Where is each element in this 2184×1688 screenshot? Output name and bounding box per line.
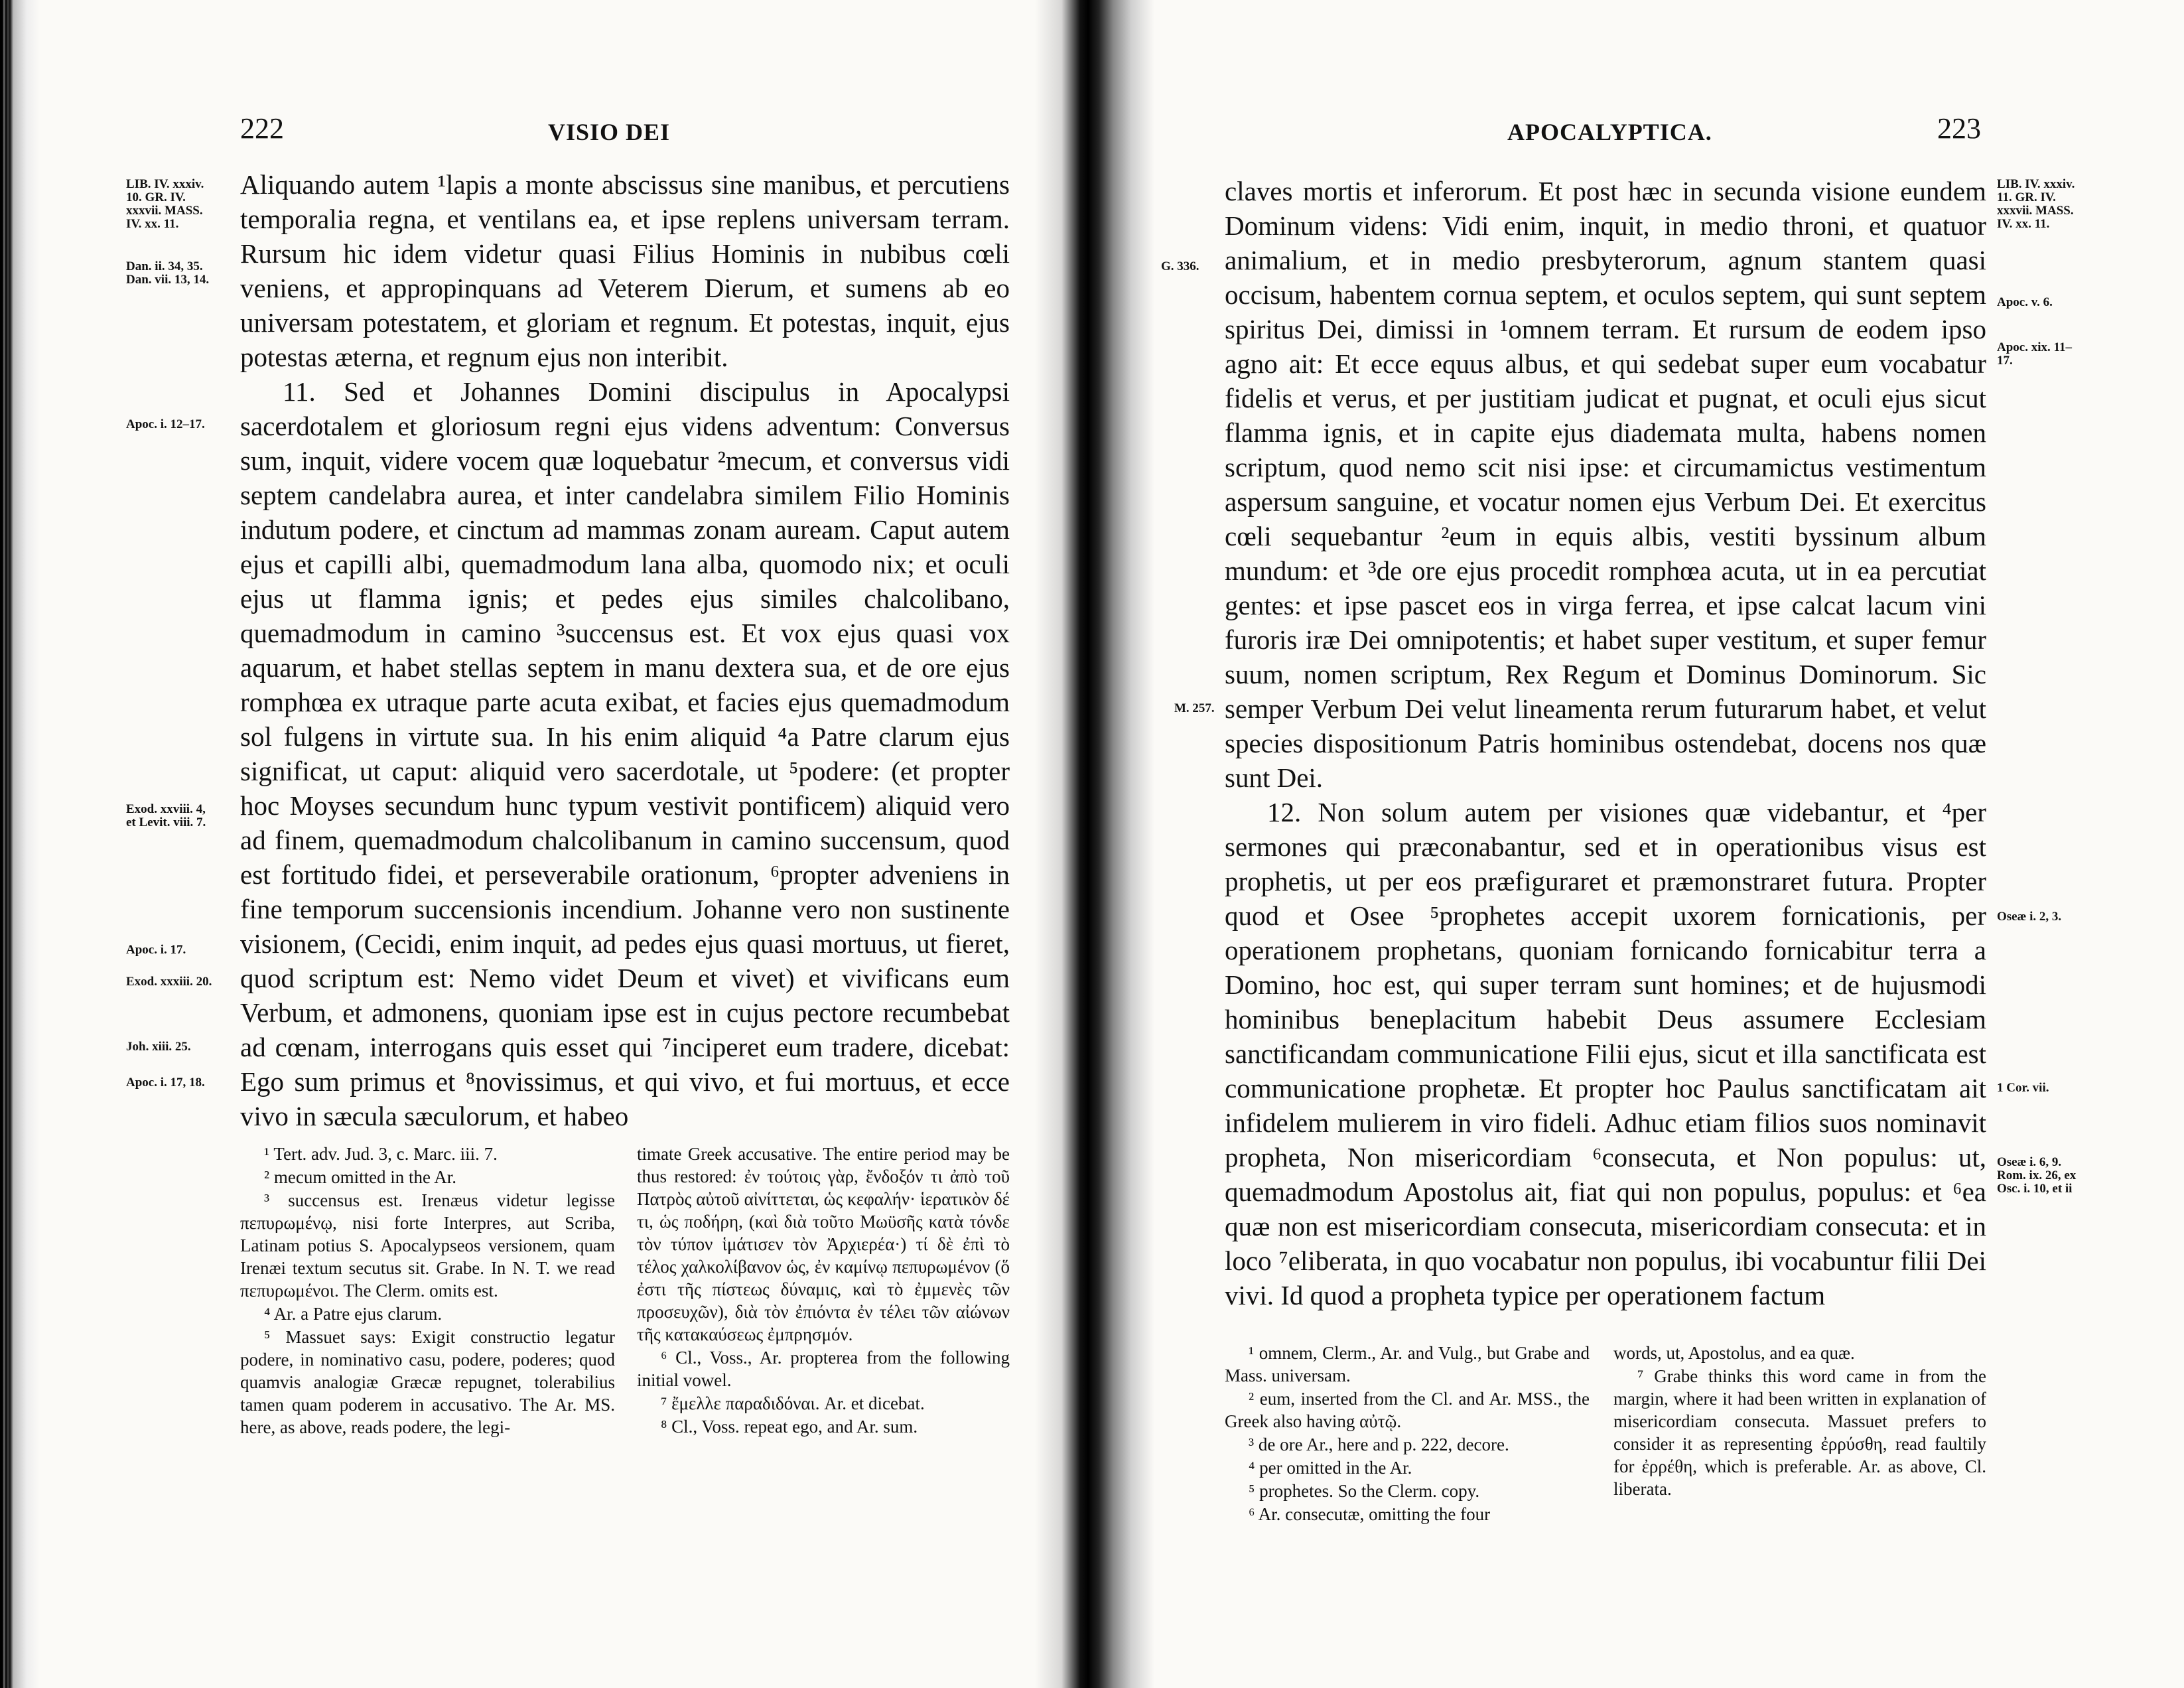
- main-text: [1225, 174, 1986, 1312]
- margin-note: Apoc. i. 12–17.: [126, 417, 205, 431]
- margin-note: Dan. ii. 34, 35. Dan. vii. 13, 14.: [126, 259, 210, 287]
- paragraph: claves mortis et inferorum. Et post hæc in secunda visione eundem Dominum videns: Vidi enim, inquit, in medio throni, et quatuor animalium, et in medio presbyterorum, agnum stantem quasi occisum, habentem cornua septem, et oculos septem, qui sunt septem spiritus Dei, dimissi in ¹omnem terram. Et rursum de eodem ipso agno ait: Et ecce equus albus, et qui sedebat super eum vocabatur fidelis et verus, et per justitiam judicat et pugnat, et oculi ejus sicut flamma ignis, et in capite ejus diademata multa, habens nomen scriptum, quod nemo scit nisi ipse: et circumamictus vestimentum aspersum sanguine, et vocatur nomen ejus Verbum Dei. Et exercitus cœli sequebantur ²eum in equis albis, vestiti byssinum album mundum: et ³de ore ejus procedit romphœa acuta, ut in ea percutiat gentes: et ipse pascet eos in virga ferrea, et ipse calcat lacum vini furoris iræ Dei omnipotentis; et habet super vestitum, et super femur suum, nomen scriptum, Rex Regum et Dominus Dominorum. Sic semper Verbum Dei velut lineamenta rerum futurarum habet, et velut species dispositionum Patris hominibus ostendebat, docens nos quæ sunt Dei.: [1225, 176, 1986, 793]
- margin-note: 1 Cor. vii.: [1997, 1081, 2049, 1095]
- main-text: [240, 167, 1010, 1133]
- margin-note: M. 257.: [1174, 701, 1215, 715]
- margin-note: Joh. xiii. 25.: [126, 1040, 191, 1054]
- footnote: ⁸ Cl., Voss. repeat ego, and Ar. sum.: [661, 1417, 918, 1437]
- footnote: ³ succensus est. Irenæus videtur legisse πεπυρωμένῳ, nisi forte Interpres, aut Scriba, Latinam potius S. Apocalypseos versionem, quam Irenæi textum secutus sit. Grabe. In N. T. we read πεπυρωμένοι. The Clerm. omits est.: [240, 1190, 615, 1301]
- margin-note: Apoc. v. 6.: [1997, 295, 2053, 309]
- margin-note: Apoc. i. 17.: [126, 943, 186, 957]
- footnote: ⁷ Grabe thinks this word came in from the margin, where it had been written in explanation of misericordiam consecuta. Massuet prefers to consider it as representing ἐρρύσθη, read faultily for ἐρρέθη, which is preferable. Ar. as above, Cl. liberata.: [1613, 1366, 1986, 1499]
- margin-note: Apoc. xix. 11–17.: [1997, 340, 2072, 368]
- book-binding-edge: [0, 0, 40, 1688]
- right-page: [1088, 0, 2184, 1688]
- footnote: ⁶ Cl., Voss., Ar. propterea from the following initial vowel.: [637, 1348, 1010, 1390]
- left-page: [0, 0, 1088, 1688]
- footnote: ⁴ Ar. a Patre ejus clarum.: [264, 1304, 443, 1324]
- paragraph: 12. Non solum autem per visiones quæ videbantur, et ⁴per sermones qui præconabantur, sed et in operationibus visus est prophetis, ut per eos præfiguraret et præmonstraret futura. Propter quod et Osee ⁵prophetes accepit uxorem fornicationis, per operationem prophetans, quoniam fornicando fornicabitur terra a Domino, hoc est, qui super terram sunt homines; et de hujusmodi hominibus beneplacitum habebit Deus assumere Ecclesiam sanctificandam communicatione Filii ejus, sicut et illa sanctificata est communicatione prophetæ. Et propter hoc Paulus sanctificatam ait infidelem mulierem in viro fideli. Adhuc etiam filios suos nominavit propheta, Non misericordiam ⁶consecuta, et Non populus: ut, quemadmodum Apostolus ait, fiat qui non populus, populus: et ⁶ea quæ non est misericordiam consecuta, misericordiam consecuta: et in loco ⁷eliberata, in quo vocabatur non populus, ibi vocabuntur filii Dei vivi. Id quod a propheta typice per operationem factum: [1225, 797, 1986, 1310]
- running-head: APOCALYPTICA.: [1507, 119, 1712, 145]
- margin-note: LIB. IV. xxxiv. 10. GR. IV. xxxvii. MASS. IV. xx. 11.: [126, 177, 204, 231]
- book-gutter-shadow: [1035, 0, 1154, 1688]
- margin-note: Apoc. i. 17, 18.: [126, 1076, 205, 1090]
- footnote: ⁵ Massuet says: Exigit constructio legatur podere, in nominativo casu, podere, poderes; quod quamvis analogiæ Græcæ repugnet, tolerabilius tamen quam poderem in accusativo. The Ar. MS. here, as above, reads podere, the legi-: [240, 1327, 615, 1437]
- footnote: ¹ omnem, Clerm., Ar. and Vulg., but Grabe and Mass. universam.: [1225, 1343, 1590, 1385]
- footnote: timate Greek accusative. The entire period may be thus restored: ἐν τούτοις γὰρ, ἔνδοξόν τι ἀπὸ τοῦ Πατρὸς αὐτοῦ αἰνίττεται, ὡς κεφαλήν· ἱερατικὸν δέ τι, ὡς ποδήρη, (καὶ διὰ τοῦτο Μωϋσῆς κατὰ τόνδε τὸν τύπον ἱμάτισεν τὸν Ἀρχιερέα·) τί δὲ ἐπὶ τὸ τέλος χαλκολίβανον ὡς, ἐν καμίνῳ πεπυρωμένον (ὅ ἐστι τῆς πίστεως δύναμις, καὶ τὸ ἐμμενὲς τῶν προσευχῶν), διὰ τὸν ἐπιόντα ἐν τέλει τῶν αἰώνων τῆς κατακαύσεως ἐμπρησμόν.: [637, 1144, 1010, 1344]
- footnote: ³ de ore Ar., here and p. 222, decore.: [1249, 1435, 1509, 1454]
- footnotes-column-2: [637, 1143, 1010, 1439]
- margin-note: Oseæ i. 2, 3.: [1997, 910, 2062, 924]
- margin-note: LIB. IV. xxxiv. 11. GR. IV. xxxvii. MASS. IV. xx. 11.: [1997, 177, 2075, 231]
- footnote: ⁵ prophetes. So the Clerm. copy.: [1249, 1481, 1480, 1501]
- paragraph: 11. Sed et Johannes Domini discipulus in Apocalypsi sacerdotalem et gloriosum regni ejus videns adventum: Conversus sum, inquit, videre vocem quæ loquebatur ²mecum, et conversus vidi septem candelabra aurea, et inter candelabra similem Filio Hominis indutum podere, et cinctum ad mammas zonam auream. Caput autem ejus et capilli albi, quemadmodum lana alba, quomodo nix; et oculi ejus ut flamma ignis; et pedes ejus similes chalcolibano, quemadmodum in camino ³succensus est. Et vox ejus quasi vox aquarum, et habet stellas septem in manu dextera sua, et de ore ejus romphœa ex utraque parte acuta exibat, et facies ejus quemadmodum sol fulgens in virtute sua. In his enim aliquid ⁴a Patre clarum ejus significat, ut caput: aliquid vero sacerdotale, ut ⁵podere: (et propter hoc Moyses secundum hunc typum vestivit pontificem) aliquid vero ad finem, quemadmodum chalcolibanum in camino succensum, quod est fortitudo fidei, et perseverabile orationum, ⁶propter adveniens in fine temporum succensionis incendium. Johanne vero non sustinente visionem, (Cecidi, enim inquit, ad pedes ejus quasi mortuus, ut fieret, quod scriptum est: Nemo videt Deum et vivet) et vivificans eum Verbum, et admonens, quoniam ipse est in cujus pectore recumbebat ad cœnam, interrogans quis esset qui ⁷inciperet eum tradere, dicebat: Ego sum primus et ⁸novissimus, et qui vivo, et fui mortuus, et ecce vivo in sæcula sæculorum, et habeo: [240, 376, 1010, 1131]
- footnotes-column-2: [1613, 1342, 1986, 1501]
- margin-note: Oseæ i. 6, 9. Rom. ix. 26, ex Osc. i. 10, et ii: [1997, 1155, 2077, 1196]
- page-number: 223: [1937, 112, 1981, 145]
- running-head: VISIO DEI: [548, 119, 671, 145]
- footnote: ² mecum omitted in the Ar.: [264, 1167, 457, 1187]
- paragraph: Aliquando autem ¹lapis a monte abscissus sine manibus, et percutiens temporalia regna, et ventilans ea, et ipse replens universam terram. Rursum hic idem videtur quasi Filius Hominis in nubibus cœli veniens, et appropinquans ad Veterem Dierum, et sumens ab eo universam potestatem, et gloriam et regnum. Et potestas, inquit, ejus potestas æterna, et regnum ejus non interibit.: [240, 169, 1010, 372]
- margin-note: Exod. xxxiii. 20.: [126, 975, 212, 989]
- footnotes-column-1: [240, 1143, 615, 1439]
- footnote: ² eum, inserted from the Cl. and Ar. MSS., the Greek also having αὐτῷ.: [1225, 1389, 1590, 1431]
- footnote: ⁶ Ar. consecutæ, omitting the four: [1249, 1504, 1491, 1524]
- footnote: ⁷ ἔμελλε παραδιδόναι. Ar. et dicebat.: [661, 1393, 925, 1413]
- footnotes-column-1: [1225, 1342, 1590, 1526]
- footnote: words, ut, Apostolus, and ea quæ.: [1613, 1343, 1855, 1363]
- footnote: ¹ Tert. adv. Jud. 3, c. Marc. iii. 7.: [264, 1144, 498, 1164]
- page-number: 222: [240, 112, 284, 145]
- margin-note: G. 336.: [1161, 259, 1199, 273]
- margin-note: Exod. xxviii. 4, et Levit. viii. 7.: [126, 802, 206, 829]
- footnote: ⁴ per omitted in the Ar.: [1249, 1458, 1412, 1478]
